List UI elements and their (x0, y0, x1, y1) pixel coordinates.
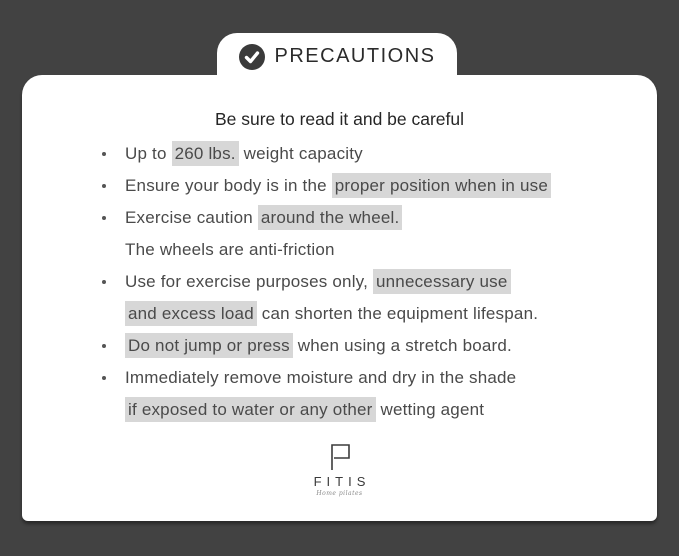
bullet-line (90, 362, 621, 394)
bullet-marker-column (90, 266, 125, 298)
bullet-text (125, 362, 516, 394)
bullet-text (125, 170, 551, 202)
fitis-logo-mark-icon (328, 443, 352, 471)
plain-text: Use for exercise purposes only, (125, 272, 373, 291)
highlighted-text: proper position when in use (332, 173, 551, 198)
bullet-text (125, 298, 538, 330)
highlighted-text: 260 lbs. (172, 141, 239, 166)
bullet-text (125, 234, 335, 266)
bullet-text (125, 202, 402, 234)
plain-text: can shorten the equipment lifespan. (256, 304, 539, 323)
highlighted-text: and excess load (125, 301, 257, 326)
highlighted-text: around the wheel. (258, 205, 403, 230)
bullet-line (90, 138, 621, 170)
precautions-list (22, 138, 657, 426)
plain-text: when using a stretch board. (292, 336, 512, 355)
bullet-marker-column (90, 330, 125, 362)
bullet-text (125, 266, 511, 298)
bullet-marker-column (90, 394, 125, 426)
bullet-continuation-line (90, 234, 621, 266)
bullet-dot (102, 280, 106, 284)
brand-name: FITIS (313, 474, 371, 489)
plain-text: Ensure your body is in the (125, 176, 332, 195)
precautions-card (22, 75, 657, 521)
bullet-marker-column (90, 298, 125, 330)
highlighted-text: unnecessary use (373, 269, 511, 294)
plain-text: Immediately remove moisture and dry in the shade (125, 368, 517, 387)
bullet-marker-column (90, 362, 125, 394)
brand-footer (22, 443, 657, 497)
bullet-dot (102, 376, 106, 380)
bullet-continuation-line (90, 394, 621, 426)
bullet-dot (102, 184, 106, 188)
plain-text: weight capacity (238, 144, 363, 163)
plain-text: Exercise caution (125, 208, 258, 227)
bullet-text (125, 138, 363, 170)
bullet-text (125, 330, 512, 362)
plain-text: Up to (125, 144, 172, 163)
bullet-line (90, 330, 621, 362)
tab-label: PRECAUTIONS (274, 45, 436, 67)
highlighted-text: if exposed to water or any other (125, 397, 376, 422)
highlighted-text: Do not jump or press (125, 333, 293, 358)
precautions-tab (217, 33, 457, 80)
card-title: Be sure to read it and be careful (214, 109, 465, 129)
bullet-marker-column (90, 234, 125, 266)
bullet-dot (102, 216, 106, 220)
bullet-dot (102, 152, 106, 156)
bullet-line (90, 170, 621, 202)
bullet-text (125, 394, 484, 426)
bullet-line (90, 266, 621, 298)
bullet-marker-column (90, 202, 125, 234)
plain-text: wetting agent (375, 400, 485, 419)
bullet-dot (102, 344, 106, 348)
bullet-marker-column (90, 138, 125, 170)
bullet-continuation-line (90, 298, 621, 330)
plain-text: The wheels are anti-friction (125, 240, 335, 259)
bullet-marker-column (90, 170, 125, 202)
brand-tagline: Home pilates (316, 490, 363, 497)
bullet-line (90, 202, 621, 234)
check-circle-icon (239, 44, 265, 70)
